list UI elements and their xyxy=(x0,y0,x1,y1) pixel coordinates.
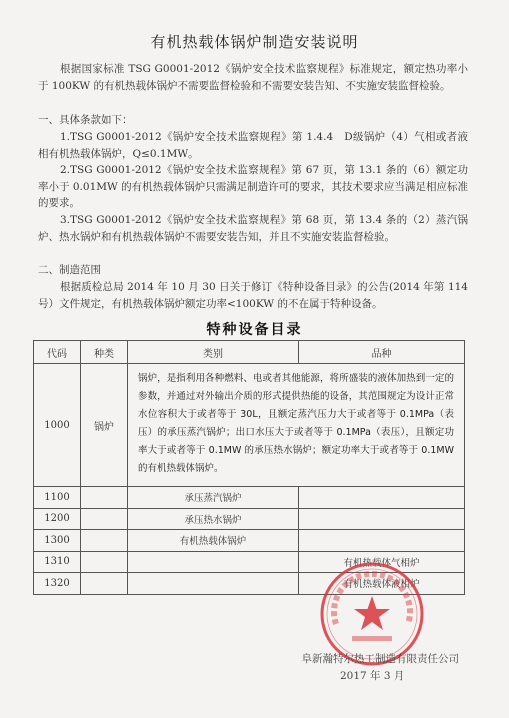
header-variety: 品种 xyxy=(299,341,465,364)
row-category: 承压热水锅炉 xyxy=(128,508,299,530)
table-row xyxy=(34,551,465,573)
table-row xyxy=(34,508,465,530)
row-category xyxy=(128,573,299,595)
row-code: 1100 xyxy=(34,487,81,509)
row-category xyxy=(128,551,299,573)
header-code: 代码 xyxy=(34,341,81,364)
table-row xyxy=(34,573,465,595)
document-date: 2017 年 3 月 xyxy=(340,670,405,682)
section2-heading: 二、制造范围 xyxy=(38,264,101,276)
main-code: 1000 xyxy=(34,364,81,487)
main-description: 锅炉，是指利用各种燃料、电或者其他能源，将所盛装的液体加热到一定的参数，并通过对外输出介质的形式提供热能的设备，其范围规定为设计正常水位容积大于或者等于 30L，且额定蒸汽压力大于或者等于 0.1MPa（表压）的承压蒸汽锅炉；出口水压大于或者等于 0.1MPa（表压），且额定功率大于或者等于 0.1MW 的承压热水锅炉；额定功率大于或者等于 0.1MW 的有机热载体锅炉。 xyxy=(128,364,465,487)
clause-2: 2.TSG G0001-2012《锅炉安全技术监察规程》第 67 页，第 13.1 条的（6）额定功率小于 0.01MW 的有机热载体锅炉只需满足制造许可的要求，其技术要求应当满足相应标准的要求。 xyxy=(38,164,468,209)
row-code: 1200 xyxy=(34,508,81,530)
row-code: 1300 xyxy=(34,530,81,552)
row-kind xyxy=(81,487,128,509)
row-variety: 有机热载体气相炉 xyxy=(299,551,465,573)
seal-bottom-lettering xyxy=(352,636,392,641)
company-name: 阜新瀚特尔热工制造有限责任公司 xyxy=(301,653,459,665)
row-code: 1310 xyxy=(34,551,81,573)
table-header-row xyxy=(34,341,465,364)
clause-1: 1.TSG G0001-2012《锅炉安全技术监察规程》第 1.4.4 D级锅炉（4）气相或者液相有机热载体锅炉，Q≤0.1MW。 xyxy=(38,131,468,160)
table-row xyxy=(34,530,465,552)
equipment-table xyxy=(33,340,465,595)
row-kind xyxy=(81,530,128,552)
row-category: 承压蒸汽锅炉 xyxy=(128,487,299,509)
table-row-main xyxy=(34,364,465,487)
row-variety xyxy=(299,508,465,530)
table-title: 特种设备目录 xyxy=(206,322,303,338)
row-code: 1320 xyxy=(34,573,81,595)
intro-paragraph: 根据国家标准 TSG G0001-2012《锅炉安全技术监察规程》标准规定，额定热功率小于 100KW 的有机热载体锅炉不需要监督检验和不需要安装告知、不实施安装监督检验。 xyxy=(38,63,468,92)
header-category: 类别 xyxy=(128,341,299,364)
row-kind xyxy=(81,508,128,530)
row-variety xyxy=(299,530,465,552)
header-kind: 种类 xyxy=(81,341,128,364)
seal-star-icon xyxy=(354,596,390,630)
section1-heading: 一、具体条款如下： xyxy=(38,114,133,126)
row-variety xyxy=(299,487,465,509)
row-kind xyxy=(81,573,128,595)
clause-3: 3.TSG G0001-2012《锅炉安全技术监察规程》第 68 页，第 13.4 条的（2）蒸汽锅炉、热水锅炉和有机热载体锅炉不需要安装告知，并且不实施安装监督检验。 xyxy=(38,214,468,243)
row-variety: 有机热载体液相炉 xyxy=(299,573,465,595)
document-title: 有机热载体锅炉制造安装说明 xyxy=(150,33,359,51)
main-kind: 锅炉 xyxy=(81,364,128,487)
scope-paragraph: 根据质检总局 2014 年 10 月 30 日关于修订《特种设备目录》的公告(2014 年第 114 号）文件规定，有机热载体锅炉额定功率<100KW 的不在属于特种设备。 xyxy=(38,281,468,310)
table-row xyxy=(34,487,465,509)
row-kind xyxy=(81,551,128,573)
row-category: 有机热载体锅炉 xyxy=(128,530,299,552)
